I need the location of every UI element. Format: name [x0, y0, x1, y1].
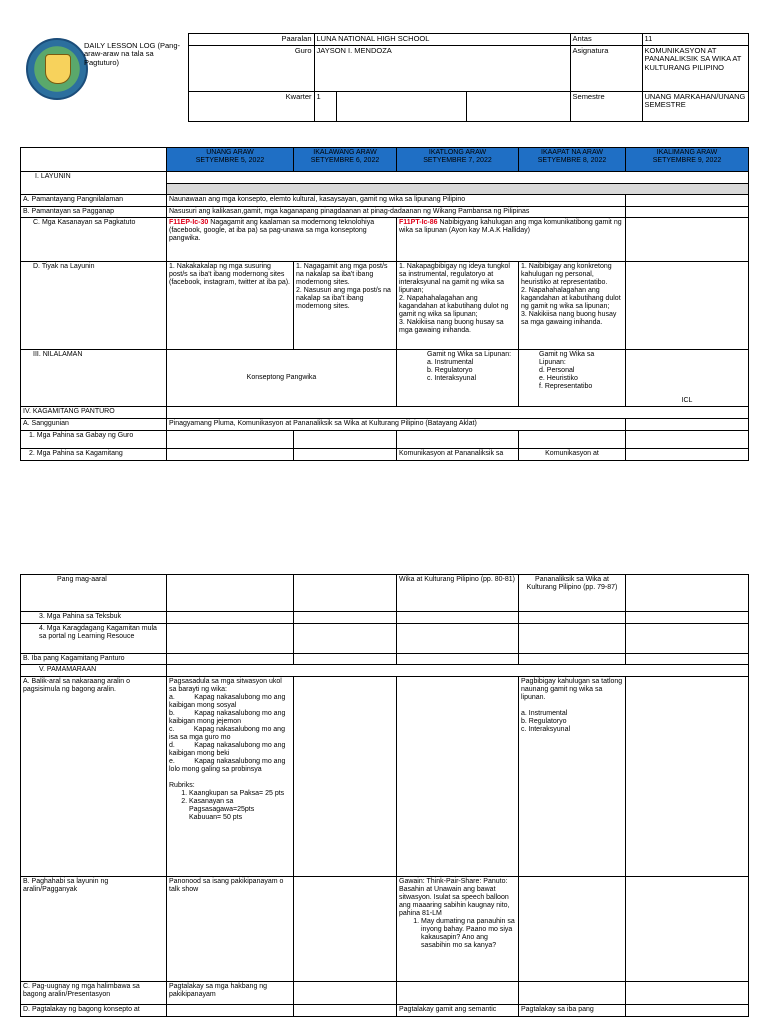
pangmag-4: Pananaliksik sa Wika at Kulturang Pilipino (pp. 79-87) [519, 575, 626, 612]
paaralan-value: LUNA NATIONAL HIGH SCHOOL [314, 34, 570, 46]
kagamitang-3: Komunikasyon at Pananaliksik sa [397, 449, 519, 461]
iba-label: B. Iba pang Kagamitang Panturo [21, 654, 167, 665]
nilalaman-1: Konseptong Pangwika [167, 350, 397, 407]
teksbuk-label: 3. Mga Pahina sa Teksbuk [21, 612, 167, 624]
kasanayan-1: F11EP-Ic-30 Nagagamit ang kaalaman sa modernong teknolohiya (facebook, google, at iba pa) sa pag-unawa sa mga konseptong pangwika. [167, 218, 397, 262]
paghahabi-item: 1. May dumating na panauhin sa inyong bahay. Paano mo siya kakausapin? Ano ang sasabihin mo sa kanya? [421, 918, 516, 950]
kagamitang-label: 2. Mga Pahina sa Kagamitang [21, 449, 167, 461]
pangmag-label: Pang mag-aaral [21, 575, 167, 612]
pamamaraan-heading: V. PAMAMARAAN [21, 665, 167, 677]
kasanayan-2: F11PT-Ic-86 Nabibigyang kahulugan ang mga komunikatibong gamit ng wika sa lipunan (Ayon kay M.A.K Halliday) [397, 218, 626, 262]
day-header-4: IKAAPAT NA ARAW SETYEMBRE 8, 2022 [519, 148, 626, 172]
paghahabi-1: Panonood sa isang pakikipanayam o talk show [167, 877, 294, 982]
kagamitang-4: Komunikasyon at [519, 449, 626, 461]
nilalaman-4: Gamit ng Wika sa Lipunan: d. Personal e. Heuristiko f. Representatibo [519, 350, 626, 407]
layunin-heading: I. LAYUNIN [21, 172, 167, 195]
paghahabi-label: B. Paghahabi sa layunin ng aralin/Pagganyak [21, 877, 167, 982]
sanggunian-label: A. Sanggunian [21, 419, 167, 431]
tiyak-3: 1. Nakapagbibigay ng ideya tungkol sa instrumental, regulatoryo at interaksyunal na gamit ng wika sa lipunan; 2. Napahahalagahan ang kagandahan at kabutihang dulot ng gamit ng wika sa lipunan; 3. Nakikiisa nang buong husay sa mga gawaing inihanda. [397, 262, 519, 350]
rubrik-item-2: 2. Kasanayan sa Pagsasagawa=25pts Kabuuan= 50 pts [189, 798, 291, 822]
day-header-5: IKALIMANG ARAW SETYEMBRE 9, 2022 [626, 148, 749, 172]
asignatura-label: Asignatura [570, 45, 642, 91]
header-table [20, 33, 749, 122]
nilalaman-5: ICL [626, 350, 749, 407]
pagtalakay-4: Pagtalakay sa iba pang [519, 1005, 626, 1017]
pagugnay-1: Pagtalakay sa mga hakbang ng pakikipanayam [167, 982, 294, 1005]
pagtalakay-label: D. Pagtalakay ng bagong konsepto at [21, 1005, 167, 1017]
pangnilalaman-value: Naunawaan ang mga konsepto, elemto kultural, kasaysayan, gamit ng wika sa lipunang Pilipino [167, 195, 626, 207]
sanggunian-value: Pinagyamang Pluma, Komunikasyon at Pananaliksik sa Wika at Kulturang Pilipino (Batayang Aklat) [167, 419, 626, 431]
day-header-3: IKATLONG ARAW SETYEMBRE 7, 2022 [397, 148, 519, 172]
document-title: DAILY LESSON LOG (Pang-araw-araw na tala sa Pagtuturo) [84, 40, 181, 67]
asignatura-value: KOMUNIKASYON AT PANANALIKSIK SA WIKA AT KULTURANG PILIPINO [642, 45, 748, 91]
pangnilalaman-label: A. Pamantayang Pangnilalaman [21, 195, 167, 207]
paghahabi-3: Gawain: Think-Pair-Share: Panuto: Basahin at Unawain ang bawat sitwasyon. Isulat sa speech balloon ang maaaring sabihin kaugnay nito, pahina 81-LM 1. May dumating na panauhin sa inyong bahay. Paano mo siya kakausapin? Ano ang sasabihin mo sa kanya? [397, 877, 519, 982]
pagganap-value: Nasusuri ang kalikasan,gamit, mga kaganapang pinagdaanan at pinag-dadaanan ng Wikang Pambansa ng Pilipinas [167, 207, 626, 218]
tiyak-4: 1. Naibibigay ang konkretong kahulugan ng personal, heuristiko at representatibo. 2. Napahahalagahan ang kagandahan at kabutihang dulot ng gamit ng wika sa lipunan; 3. Nakikiisa nang buong husay sa mga gawaing inihanda. [519, 262, 626, 350]
lesson-table-page2 [20, 574, 749, 1017]
tiyak-1: 1. Nakakakalap ng mga susuring post/s sa iba't ibang modernong sites (facebook, instagram, twitter at iba pa). [167, 262, 294, 350]
balik-label: A. Balik-aral sa nakaraang aralin o pagsisimula ng bagong aralin. [21, 677, 167, 877]
pagugnay-label: C. Pag-uugnay ng mga halimbawa sa bagong aralin/Presentasyon [21, 982, 167, 1005]
tiyak-label: D. Tiyak na Layunin [21, 262, 167, 350]
antas-label: Antas [570, 34, 642, 46]
guro-value: JAYSON I. MENDOZA [314, 45, 570, 91]
kwarter-label: Kwarter [188, 91, 314, 121]
kagamitan-heading: IV. KAGAMITANG PANTURO [21, 407, 167, 419]
rubrik-item-1: 1. Kaangkupan sa Paksa= 25 pts [189, 790, 291, 798]
guro-label: Guro [188, 45, 314, 91]
day-header-2: IKALAWANG ARAW SETYEMBRE 6, 2022 [294, 148, 397, 172]
nilalaman-3: Gamit ng Wika sa Lipunan: a. Instrumental b. Regulatoryo c. Interaksyunal [397, 350, 519, 407]
antas-value: 11 [642, 34, 748, 46]
balik-4: Pagbibigay kahulugan sa tatlong naunang gamit ng wika sa lipunan. a. Instrumental b. Regulatoryo c. Interaksyunal [519, 677, 626, 877]
lesson-table-page1 [20, 147, 749, 461]
semestre-label: Semestre [570, 91, 642, 121]
karagdagang-label: 4. Mga Karagdagang Kagamitan mula sa portal ng Learning Resouce [21, 624, 167, 654]
paaralan-label: Paaralan [188, 34, 314, 46]
semestre-value: UNANG MARKAHAN/UNANG SEMESTRE [642, 91, 748, 121]
pangmag-3: Wika at Kulturang Pilipino (pp. 80-81) [397, 575, 519, 612]
gabay-label: 1. Mga Pahina sa Gabay ng Guro [21, 431, 167, 449]
pagtalakay-3: Pagtalakay gamit ang semantic [397, 1005, 519, 1017]
day-header-1: UNANG ARAW SETYEMBRE 5, 2022 [167, 148, 294, 172]
tiyak-2: 1. Nagagamit ang mga post/s na nakalap sa iba't ibang modernong sites. 2. Nasusuri ang mga post/s na nakalap sa iba't ibang modernong sites. [294, 262, 397, 350]
pagganap-label: B. Pamantayan sa Pagganap [21, 207, 167, 218]
balik-1: Pagsasadula sa mga sitwasyon ukol sa barayti ng wika: a. Kapag nakasalubong mo ang kaibigan mong sosyal b. Kapag nakasalubong mo ang kaibigan mong jejemon c. Kapag nakasalubong mo ang isa sa mga guro mo d. Kapag nakasalubong mo ang kaibigan mong beki e. Kapag nakasalubong mo ang lolo mong galing sa probinsya Rubriks: 1. Kaangkupan sa Paksa= 25 pts 2. Kasanayan sa Pagsasagawa=25pts Kabuuan= 50 pts [167, 677, 294, 877]
nilalaman-label: III. NILALAMAN [21, 350, 167, 407]
kasanayan-label: C. Mga Kasanayan sa Pagkatuto [21, 218, 167, 262]
kwarter-value: 1 [314, 91, 336, 121]
